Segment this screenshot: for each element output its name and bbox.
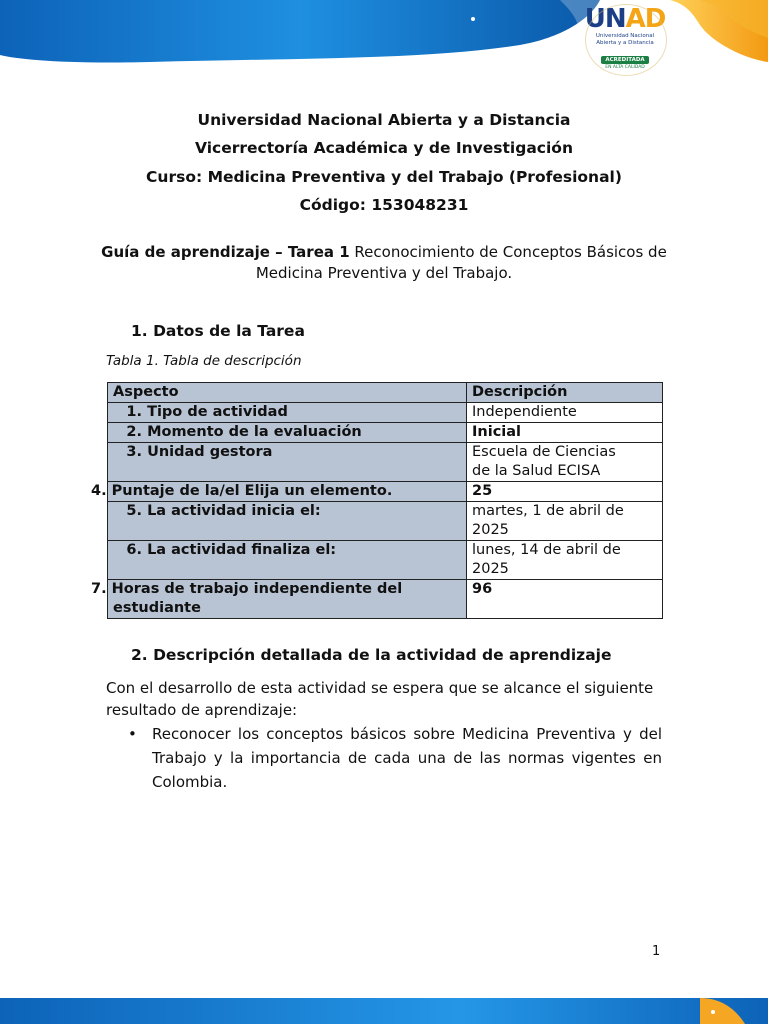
row-label: La actividad finaliza el:: [147, 542, 337, 558]
logo-badge: ACREDITADA: [601, 56, 648, 64]
header-code: Código: 153048231: [299, 196, 469, 214]
row-value: Inicial: [467, 423, 663, 443]
table-caption: Tabla 1. Tabla de descripción: [106, 353, 302, 369]
row-label: Momento de la evaluación: [147, 424, 362, 440]
table-row: 1. Tipo de actividad Independiente: [108, 403, 663, 423]
row-label: Puntaje de la/el Elija un elemento.: [111, 483, 393, 499]
header-course: Curso: Medicina Preventiva y del Trabajo (Profesional): [146, 168, 622, 186]
section-2-title: 2. Descripción detallada de la actividad de aprendizaje: [131, 646, 612, 664]
bullet-text: Reconocer los conceptos básicos sobre Medicina Preventiva y del Trabajo y la importancia de cada una de las normas vigentes en Colombia.: [152, 725, 662, 791]
unad-logo: [580, 6, 670, 72]
logo-badge-sub: EN ALTA CALIDAD: [605, 65, 645, 70]
row-label: Unidad gestora: [147, 444, 273, 460]
table-row: 4. Puntaje de la/el Elija un elemento. 25: [108, 482, 663, 502]
row-label: Horas de trabajo independiente del estudiante: [111, 581, 403, 616]
table-row: 2. Momento de la evaluación Inicial: [108, 423, 663, 443]
page-number: 1: [652, 944, 661, 959]
guide-title-text: Reconocimiento de Conceptos Básicos de Medicina Preventiva y del Trabajo.: [255, 243, 667, 282]
logo-mark: UNAD: [584, 4, 666, 34]
logo-subtitle-1: Universidad Nacional: [595, 33, 655, 39]
description-table: [91, 382, 663, 619]
section-2-paragraph: Con el desarrollo de esta actividad se espera que se alcance el siguiente resultado de aprendizaje:: [106, 679, 654, 719]
guide-title: [100, 242, 668, 284]
row-value: martes, 1 de abril de 2025: [467, 502, 663, 541]
row-value: Independiente: [467, 403, 663, 423]
section-1-title: 1. Datos de la Tarea: [131, 322, 305, 340]
row-value: lunes, 14 de abril de 2025: [467, 541, 663, 580]
row-value: 96: [467, 580, 663, 619]
row-label: Tipo de actividad: [147, 404, 288, 420]
table-row: 5. La actividad inicia el: martes, 1 de abril de 2025: [108, 502, 663, 541]
table-header-row: [108, 383, 663, 403]
logo-subtitle-2: Abierta y a Distancia: [596, 40, 654, 46]
table-row: 7. Horas de trabajo independiente del estudiante 96: [108, 580, 663, 619]
footer-banner: [0, 994, 768, 1024]
col-header-description: Descripción: [467, 383, 663, 403]
header-university: Universidad Nacional Abierta y a Distancia: [197, 111, 571, 129]
col-header-aspect: Aspecto: [108, 383, 467, 403]
row-label: La actividad inicia el:: [147, 503, 321, 519]
bullet-icon: •: [128, 725, 137, 743]
table-row: 6. La actividad finaliza el: lunes, 14 de abril de 2025: [108, 541, 663, 580]
table-row: 3. Unidad gestora Escuela de Ciencias de la Salud ECISA: [108, 443, 663, 482]
guide-title-bold: Guía de aprendizaje – Tarea 1: [101, 243, 350, 261]
header-vicerrectoria: Vicerrectoría Académica y de Investigación: [195, 139, 573, 157]
row-value: Escuela de Ciencias de la Salud ECISA: [467, 443, 663, 482]
logo-laurel: [585, 4, 667, 76]
row-value: 25: [467, 482, 663, 502]
